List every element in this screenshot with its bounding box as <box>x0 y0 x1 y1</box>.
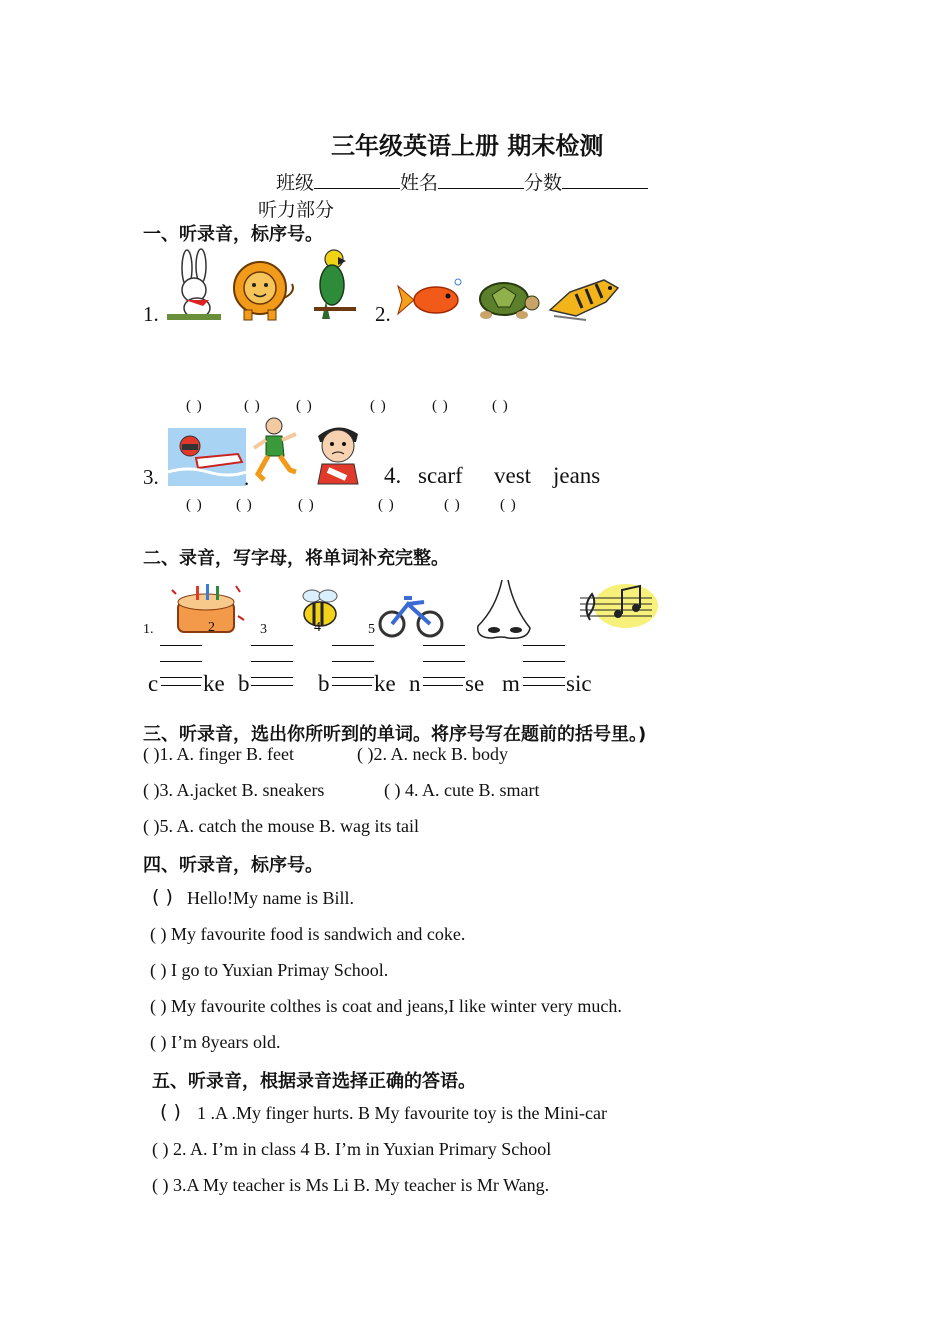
s2-word-cake-suffix: ke <box>203 671 225 696</box>
parrot-image <box>308 245 358 323</box>
s2-word-nose-prefix: n <box>409 671 421 696</box>
page-title: 三年级英语上册 期末检测 <box>331 132 604 160</box>
s2-blank-5[interactable] <box>523 685 565 686</box>
answer-paren-2[interactable]: ( ) <box>244 398 261 414</box>
s2-word-nose-suffix: se <box>465 671 485 696</box>
s2-word-music-suffix: sic <box>566 671 592 696</box>
s2-num-1: 1. <box>143 622 154 637</box>
nose-image <box>468 578 542 644</box>
answer-paren-10[interactable]: ( ) <box>378 497 395 513</box>
bike-image <box>378 580 444 642</box>
answer-paren-11[interactable]: ( ) <box>444 497 461 513</box>
class-blank[interactable] <box>314 170 400 189</box>
s4-item-1: Hello!My name is Bill. <box>187 888 354 908</box>
s2-num-5: 5 <box>368 622 375 637</box>
s4-paren-1[interactable]: ( ) <box>152 886 173 908</box>
answer-paren-1[interactable]: ( ) <box>186 398 203 414</box>
s5-paren-1[interactable]: ( ) <box>160 1101 181 1123</box>
s2-blank-4[interactable] <box>423 685 463 686</box>
s1-number-2: 2. <box>375 302 391 326</box>
name-blank[interactable] <box>438 170 524 189</box>
s4-item-2: ( ) My favourite food is sandwich and coke. <box>150 924 466 944</box>
answer-paren-9[interactable]: ( ) <box>298 497 315 513</box>
s5-question-2: ( ) 2. A. I’m in class 4 B. I’m in Yuxian Primary School <box>152 1139 552 1159</box>
s2-blank-3[interactable] <box>332 685 372 686</box>
name-label: 姓名 <box>400 172 439 194</box>
s2-blank-1[interactable] <box>161 685 201 686</box>
s3-question-2: ( )2. A. neck B. body <box>357 744 508 764</box>
s2-num-3: 3 <box>260 622 267 637</box>
rabbit-image <box>165 248 225 324</box>
s3-question-5: ( )5. A. catch the mouse B. wag its tail <box>143 816 419 836</box>
answer-paren-3[interactable]: ( ) <box>296 398 313 414</box>
s2-word-cake-prefix: c <box>148 671 159 696</box>
s1-number-4: 4. <box>384 463 402 488</box>
s3-question-3: ( )3. A.jacket B. sneakers <box>143 780 325 800</box>
section2-heading: 二、录音，写字母，将单词补充完整。 <box>143 548 449 569</box>
section5-heading: 五、听录音，根据录音选择正确的答语。 <box>152 1071 476 1092</box>
s3-question-4: ( ) 4. A. cute B. smart <box>384 780 540 800</box>
s2-blank-2[interactable] <box>251 685 293 686</box>
answer-paren-6[interactable]: ( ) <box>492 398 509 414</box>
answer-paren-4[interactable]: ( ) <box>370 398 387 414</box>
turtle-image <box>470 275 542 325</box>
section1-heading: 一、听录音，标序号。 <box>143 224 323 245</box>
s1-number-3: 3. <box>143 465 159 489</box>
s2-word-bee-prefix: b <box>238 671 250 696</box>
s2-word-bike-prefix: b <box>318 671 330 696</box>
s4-item-4: ( ) My favourite colthes is coat and jeans,I like winter very much. <box>150 996 622 1016</box>
swimming-image <box>168 428 246 486</box>
s4-item-3: ( ) I go to Yuxian Primay School. <box>150 960 389 980</box>
goldfish-image <box>396 276 464 324</box>
tiger-image <box>546 272 622 324</box>
cake-image <box>168 576 246 642</box>
student-info-line <box>276 168 648 195</box>
running-image <box>250 416 302 484</box>
s2-num-4: 4 <box>314 620 321 635</box>
lion-image <box>230 258 300 324</box>
s2-num-2: 2 <box>208 620 215 635</box>
s5-question-3: ( ) 3.A My teacher is Ms Li B. My teacher is Mr Wang. <box>152 1175 550 1195</box>
class-label: 班级 <box>276 172 315 194</box>
word-vest: vest <box>494 463 532 488</box>
score-label: 分数 <box>524 172 563 194</box>
listening-part-label: 听力部分 <box>258 199 335 221</box>
s2-word-bike-suffix: ke <box>374 671 396 696</box>
s4-item-5: ( ) I’m 8years old. <box>150 1032 281 1052</box>
answer-paren-12[interactable]: ( ) <box>500 497 517 513</box>
s1-dot: . <box>244 466 250 490</box>
word-jeans: jeans <box>553 463 601 488</box>
answer-paren-5[interactable]: ( ) <box>432 398 449 414</box>
score-blank[interactable] <box>562 170 648 189</box>
injured-boy-image <box>308 418 370 486</box>
s3-question-1: ( )1. A. finger B. feet <box>143 744 294 764</box>
section4-heading: 四、听录音，标序号。 <box>143 855 323 876</box>
section3-heading: 三、听录音，选出你所听到的单词。将序号写在题前的括号里。) <box>143 724 647 745</box>
s1-number-1: 1. <box>143 302 159 326</box>
s5-question-1: 1 .A .My finger hurts. B My favourite toy is the Mini-car <box>197 1103 607 1123</box>
music-image <box>576 580 662 632</box>
answer-paren-8[interactable]: ( ) <box>236 497 253 513</box>
s2-word-music-prefix: m <box>502 671 520 696</box>
word-scarf: scarf <box>418 463 463 488</box>
answer-paren-7[interactable]: ( ) <box>186 497 203 513</box>
